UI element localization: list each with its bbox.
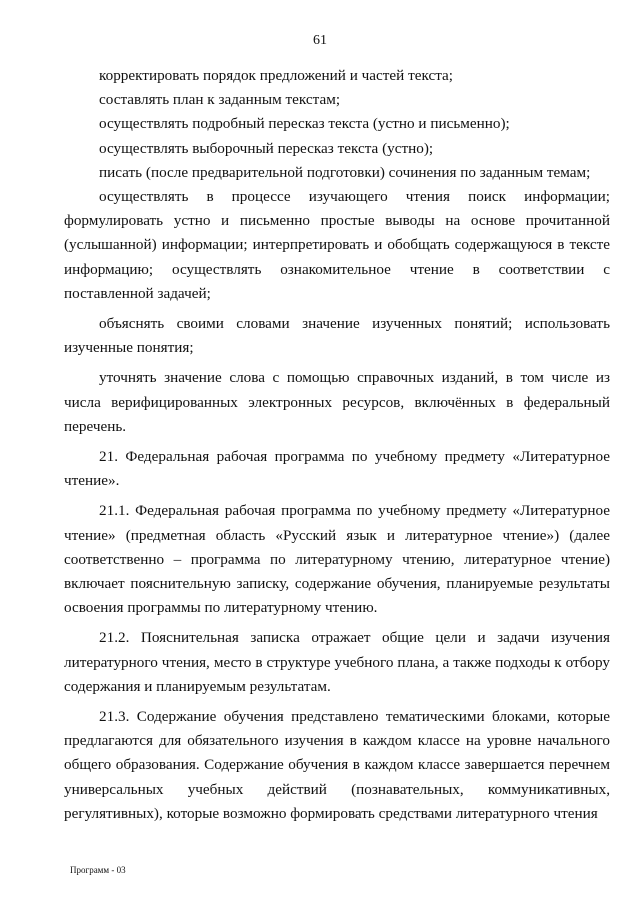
paragraph: объяснять своими словами значение изученных понятий; использовать изученные понятия; xyxy=(64,315,610,357)
paragraph-21-3: 21.3. Содержание обучения представлено тематическими блоками, которые предлагаются для обязательного изучения в каждом классе на уровне начального общего образования. Содержание обучения в каждом классе завершается перечнем универсальных учебных действий (познавательных, коммуникативных, регулятивных), которые возможно формировать средствами литературного чтения xyxy=(64,708,610,822)
paragraph: осуществлять выборочный пересказ текста (устно); xyxy=(99,139,434,157)
paragraph: осуществлять подробный пересказ текста (устно и письменно); xyxy=(99,115,510,133)
section-heading-21: 21. Федеральная рабочая программа по учебному предмету «Литературное чтение». xyxy=(64,448,610,490)
paragraph: корректировать порядок предложений и частей текста; xyxy=(99,67,453,84)
document-body xyxy=(64,64,610,826)
page-footer: Программ - 03 xyxy=(70,865,126,875)
page-number: 61 xyxy=(313,33,327,48)
paragraph: осуществлять в процессе изучающего чтения поиск информации; формулировать устно и письменно простые выводы на основе прочитанной (услышанной) информации; интерпретировать и обобщать содержащуюся в тексте информацию; осуществлять ознакомительное чтение в соответствии с поставленной задачей; xyxy=(64,188,610,302)
paragraph: писать (после предварительной подготовки) сочинения по заданным темам; xyxy=(99,163,591,181)
paragraph-21-2: 21.2. Пояснительная записка отражает общие цели и задачи изучения литературного чтения, место в структуре учебного плана, а также подходы к отбору содержания и планируемым результатам. xyxy=(64,629,610,695)
paragraph-21-1: 21.1. Федеральная рабочая программа по учебному предмету «Литературное чтение» (предметная область «Русский язык и литературное чтение») (далее соответственно – программа по литературному чтению, литературное чтение) включает пояснительную записку, содержание обучения, планируемые результаты освоения программы по литературному чтению. xyxy=(64,502,610,617)
paragraph: составлять план к заданным текстам; xyxy=(99,91,341,109)
paragraph: уточнять значение слова с помощью справочных изданий, в том числе из числа верифицированных электронных ресурсов, включённых в федеральный перечень. xyxy=(64,369,610,435)
